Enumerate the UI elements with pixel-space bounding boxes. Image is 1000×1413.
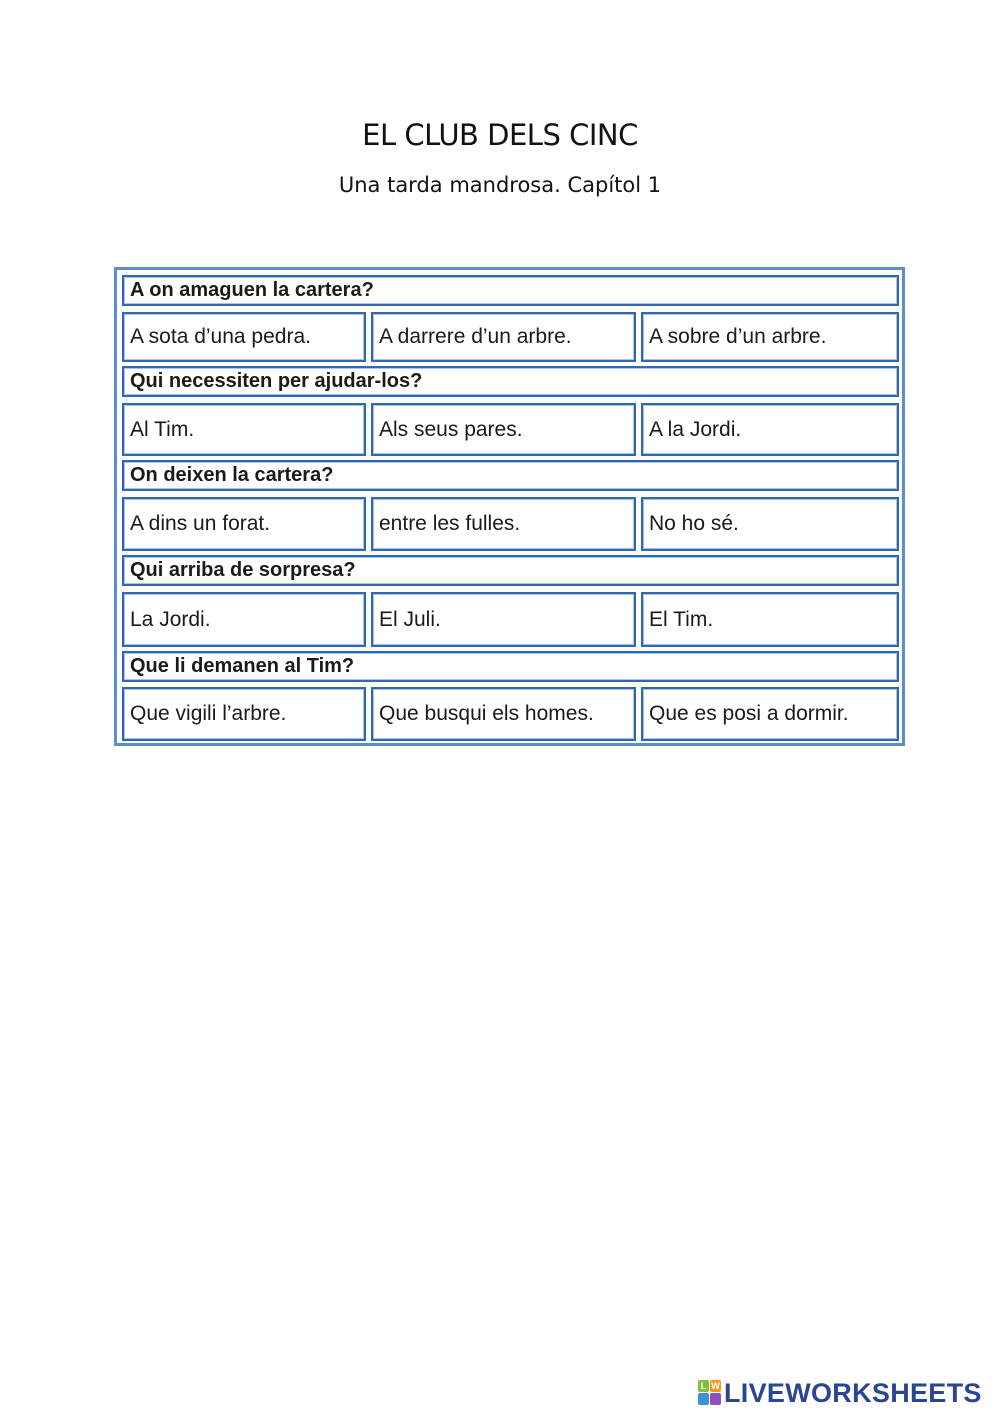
liveworksheets-logo-text: LIVEWORKSHEETS	[724, 1377, 982, 1408]
option-1-a[interactable]: A sota d’una pedra.	[122, 312, 366, 362]
option-3-c[interactable]: No ho sé.	[641, 497, 899, 551]
page-title: EL CLUB DELS CINC	[362, 118, 638, 152]
question-2: Qui necessiten per ajudar-los?	[122, 366, 899, 397]
page-subtitle: Una tarda mandrosa. Capítol 1	[338, 173, 662, 197]
question-5: Que li demanen al Tim?	[122, 651, 899, 682]
question-3: On deixen la cartera?	[122, 460, 899, 491]
option-5-c[interactable]: Que es posi a dormir.	[641, 687, 899, 741]
option-3-a[interactable]: A dins un forat.	[122, 497, 366, 551]
quiz-table	[114, 267, 905, 746]
liveworksheets-logo-icon	[698, 1380, 722, 1406]
option-2-c[interactable]: A la Jordi.	[641, 403, 899, 456]
logo-letter-w: W	[711, 1381, 720, 1391]
question-4: Qui arriba de sorpresa?	[122, 555, 899, 586]
option-5-b[interactable]: Que busqui els homes.	[371, 687, 636, 741]
logo-letter-l: L	[698, 1380, 709, 1392]
option-3-b[interactable]: entre les fulles.	[371, 497, 636, 551]
option-1-b[interactable]: A darrere d’un arbre.	[371, 312, 636, 362]
question-1: A on amaguen la cartera?	[122, 275, 899, 306]
option-2-b[interactable]: Als seus pares.	[371, 403, 636, 456]
option-2-a[interactable]: Al Tim.	[122, 403, 366, 456]
option-5-a[interactable]: Que vigili l’arbre.	[122, 687, 366, 741]
logo-block-purple	[710, 1393, 721, 1405]
option-4-a[interactable]: La Jordi.	[122, 592, 366, 647]
option-4-c[interactable]: El Tim.	[641, 592, 899, 647]
logo-block-blue	[698, 1393, 709, 1405]
option-1-c[interactable]: A sobre d’un arbre.	[641, 312, 899, 362]
option-4-b[interactable]: El Juli.	[371, 592, 636, 647]
liveworksheets-logo	[698, 1378, 982, 1408]
